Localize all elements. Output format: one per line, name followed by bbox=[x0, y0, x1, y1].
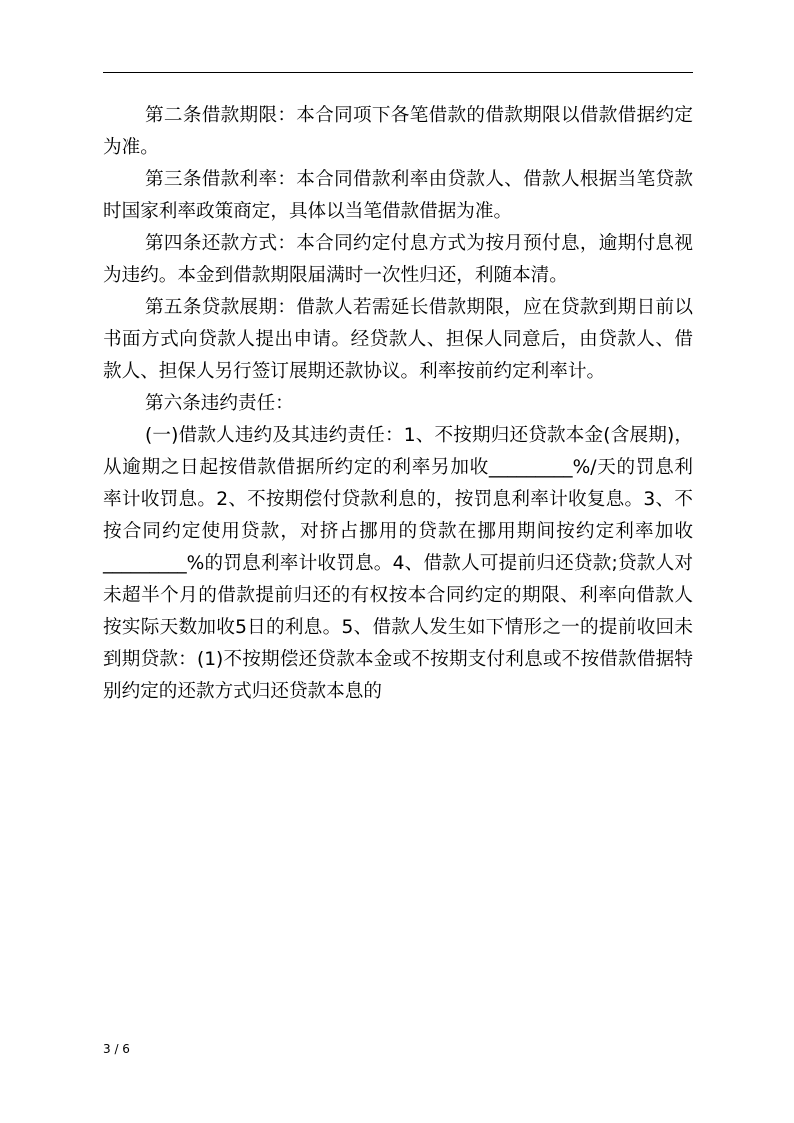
paragraph-article-3: 第三条借款利率：本合同借款利率由贷款人、借款人根据当笔贷款时国家利率政策商定，具体以当笔借款借据为准。 bbox=[103, 169, 693, 222]
document-body bbox=[103, 100, 693, 708]
paragraph-article-4: 第四条还款方式：本合同约定付息方式为按月预付息，逾期付息视为违约。本金到借款期限届满时一次性归还，利随本清。 bbox=[103, 233, 693, 286]
page-number: 3 / 6 bbox=[103, 1042, 130, 1056]
header-rule bbox=[103, 72, 693, 73]
paragraph-article-2: 第二条借款期限：本合同项下各笔借款的借款期限以借款借据约定为准。 bbox=[103, 105, 693, 158]
paragraph-article-6-clause-1: (一)借款人违约及其违约责任：1、不按期归还贷款本金(含展期)，从逾期之日起按借款借据所约定的利率另加收_________%/天的罚息利率计收罚息。2、不按期偿付贷款利息的，按罚息利率计收复息。3、不按合同约定使用贷款，对挤占挪用的贷款在挪用期间按约定利率加收_________%的罚息利率计收罚息。4、借款人可提前归还贷款;贷款人对未超半个月的借款提前归还的有权按本合同约定的期限、利率向借款人按实际天数加收5日的利息。5、借款人发生如下情形之一的提前收回未到期贷款：(1)不按期偿还贷款本金或不按期支付利息或不按借款借据特别约定的还款方式归还贷款本息的 bbox=[103, 425, 693, 702]
paragraph-article-5: 第五条贷款展期：借款人若需延长借款期限，应在贷款到期日前以书面方式向贷款人提出申请。经贷款人、担保人同意后，由贷款人、借款人、担保人另行签订展期还款协议。利率按前约定利率计。 bbox=[103, 297, 693, 382]
paragraph-article-6-heading: 第六条违约责任： bbox=[145, 393, 294, 414]
